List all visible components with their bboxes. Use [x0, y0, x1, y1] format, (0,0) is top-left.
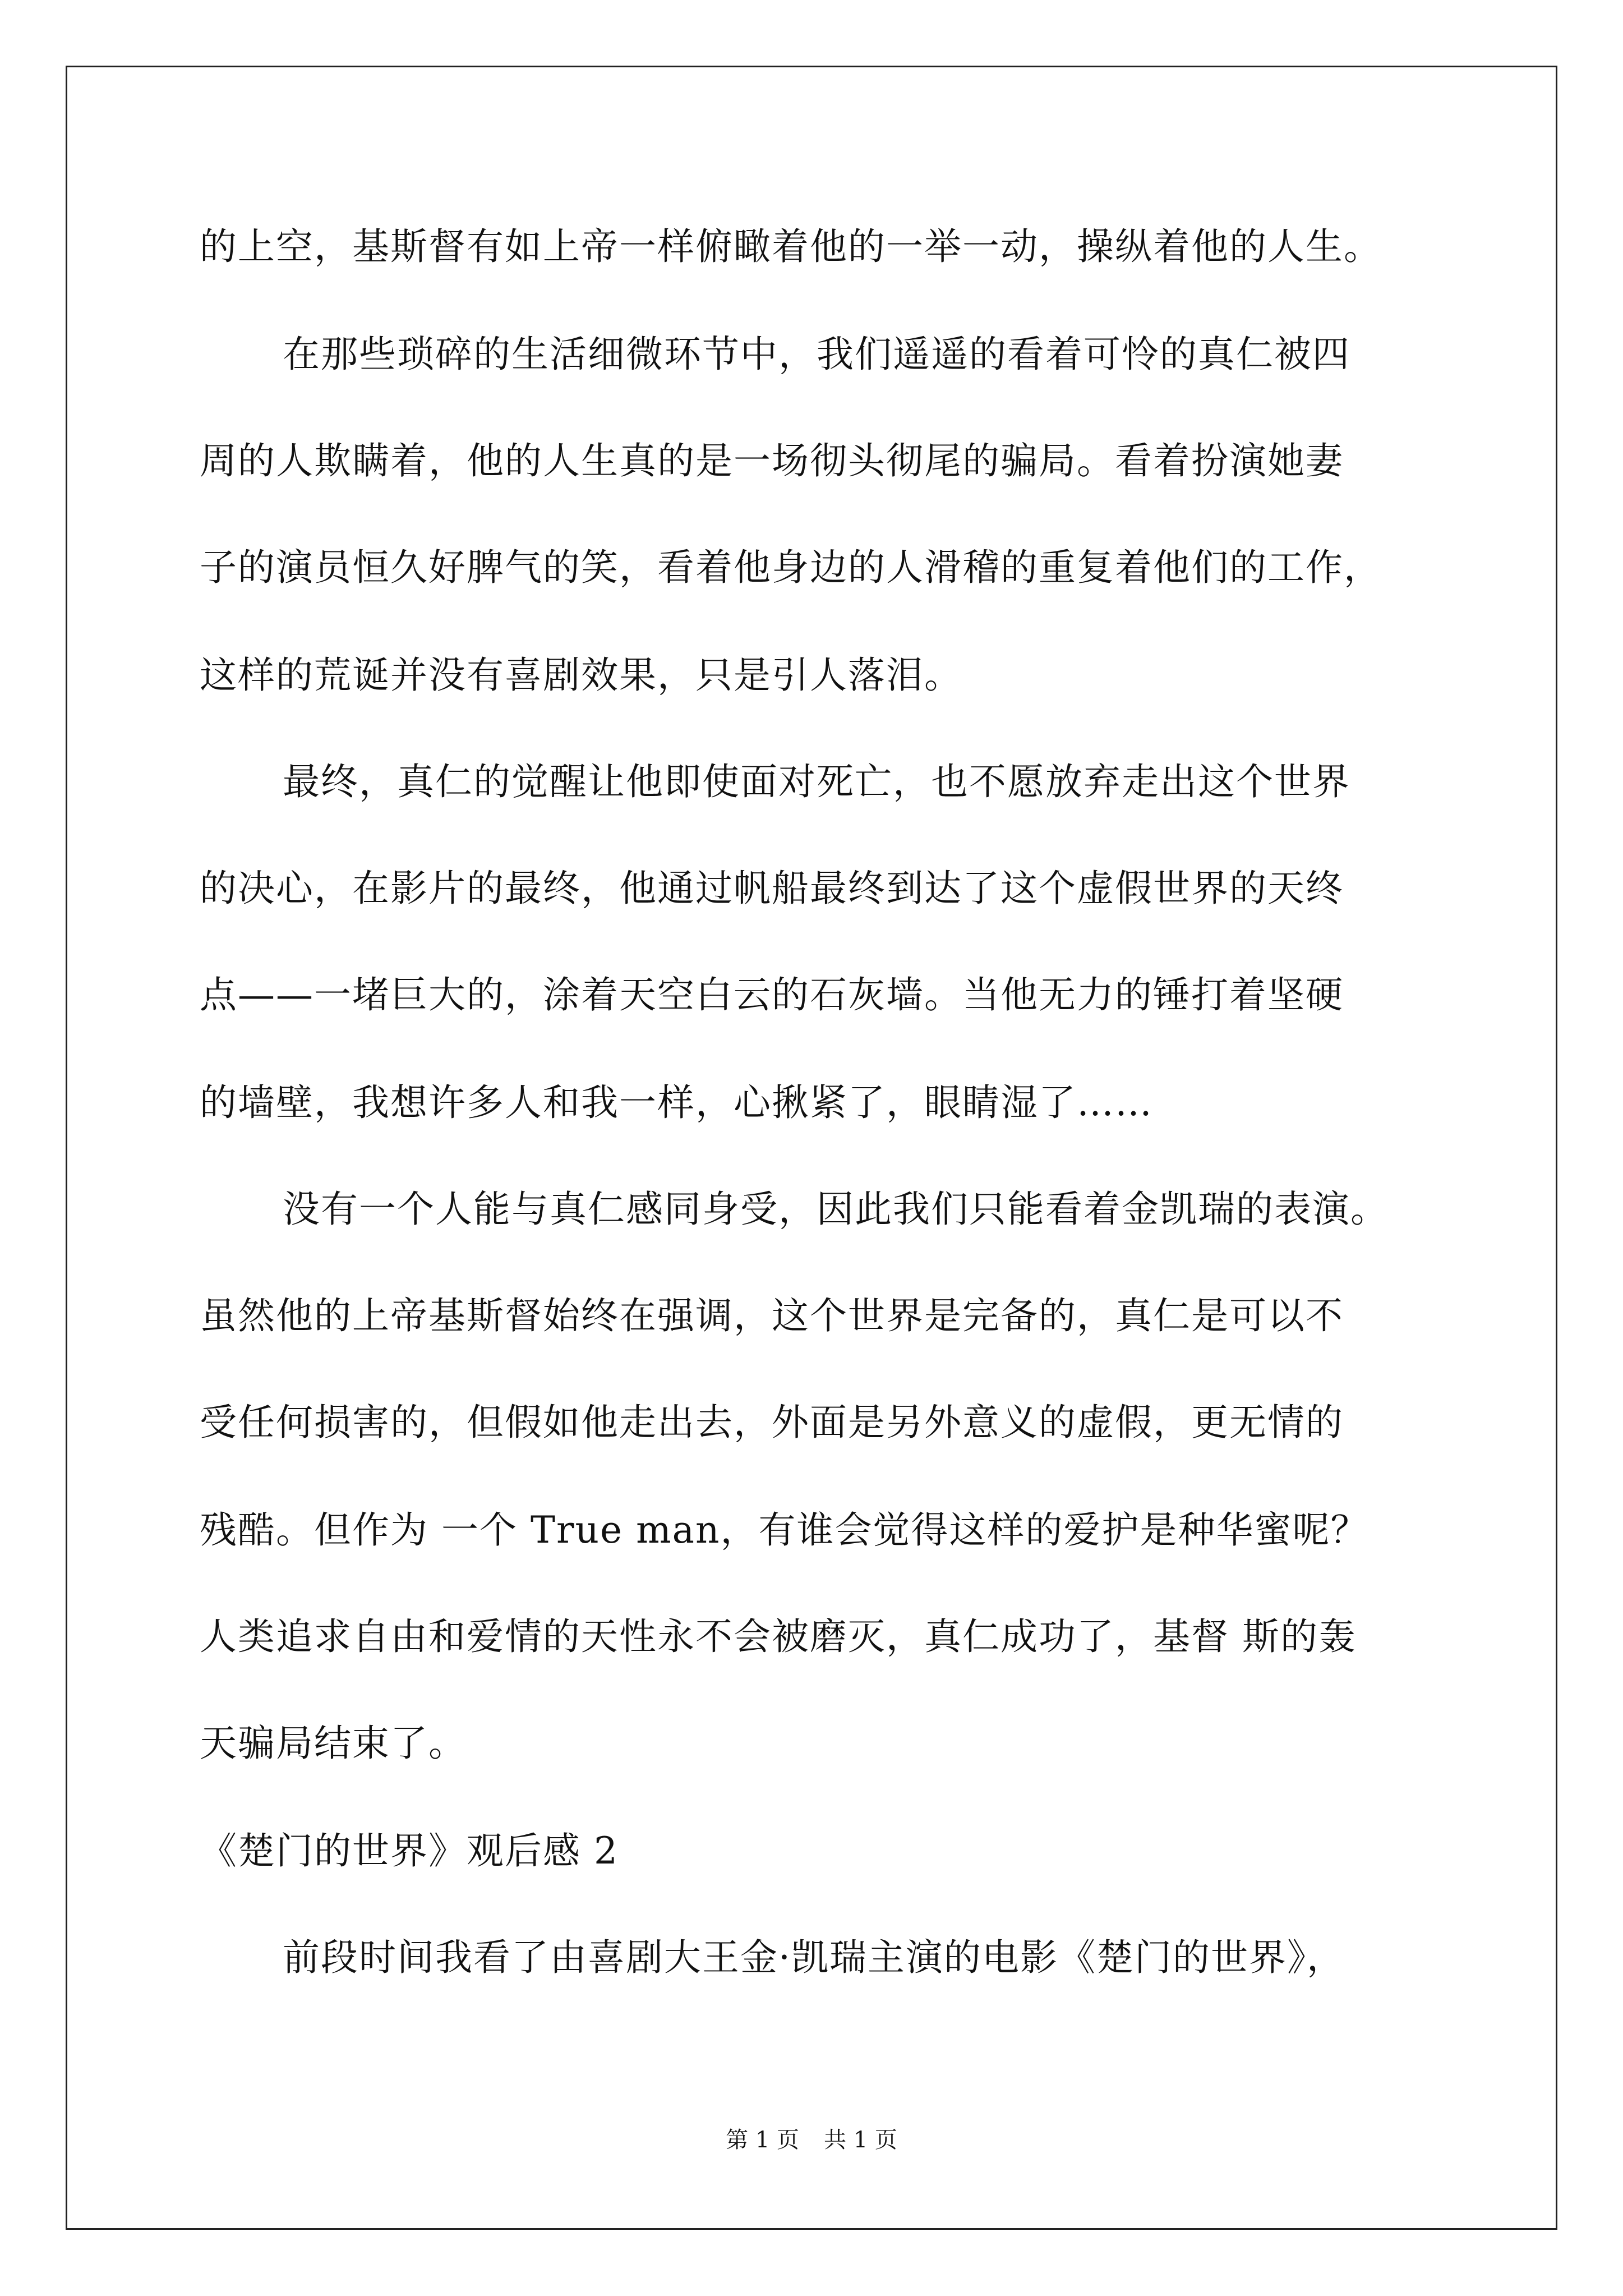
text-line: 子的演员恒久好脾气的笑，看着他身边的人滑稽的重复着他们的工作， [200, 546, 1382, 589]
text-line: 的墙壁，我想许多人和我一样，心揪紧了，眼睛湿了…… [200, 1081, 1153, 1124]
text-line: 的上空，基斯督有如上帝一样俯瞰着他的一举一动，操纵着他的人生。 [200, 225, 1382, 268]
text-line: 前段时间我看了由喜剧大王金·凯瑞主演的电影《楚门的世界》， [283, 1936, 1345, 1979]
text-line: 没有一个人能与真仁感同身受，因此我们只能看着金凯瑞的表演。 [283, 1188, 1389, 1231]
text-line: 残酷。但作为 一个 True man，有谁会觉得这样的爱护是种华蜜呢？ [200, 1508, 1369, 1552]
page-border [66, 66, 1557, 2230]
text-line: 受任何损害的，但假如他走出去，外面是另外意义的虚假，更无情的 [200, 1401, 1344, 1444]
text-line: 人类追求自由和爱情的天性永不会被磨灭，真仁成功了，基督 斯的轰 [200, 1615, 1357, 1658]
page-footer [0, 2126, 1623, 2154]
text-line: 在那些琐碎的生活细微环节中，我们遥遥的看着可怜的真仁被四 [283, 333, 1350, 376]
text-line: 虽然他的上帝基斯督始终在强调，这个世界是完备的，真仁是可以不 [200, 1294, 1344, 1337]
text-line: 最终，真仁的觉醒让他即使面对死亡，也不愿放弃走出这个世界 [283, 760, 1350, 803]
text-line: 这样的荒诞并没有喜剧效果，只是引人落泪。 [200, 654, 962, 697]
text-line: 点——一堵巨大的，涂着天空白云的石灰墙。当他无力的锤打着坚硬 [200, 973, 1344, 1016]
section-heading: 《楚门的世界》观后感 2 [200, 1829, 619, 1872]
page-total: 共 1 页 [824, 2127, 897, 2153]
page-number: 第 1 页 [726, 2127, 799, 2153]
text-line: 周的人欺瞒着，他的人生真的是一场彻头彻尾的骗局。看着扮演她妻 [200, 439, 1344, 482]
text-line: 的决心，在影片的最终，他通过帆船最终到达了这个虚假世界的天终 [200, 867, 1344, 910]
text-line: 天骗局结束了。 [200, 1722, 467, 1765]
